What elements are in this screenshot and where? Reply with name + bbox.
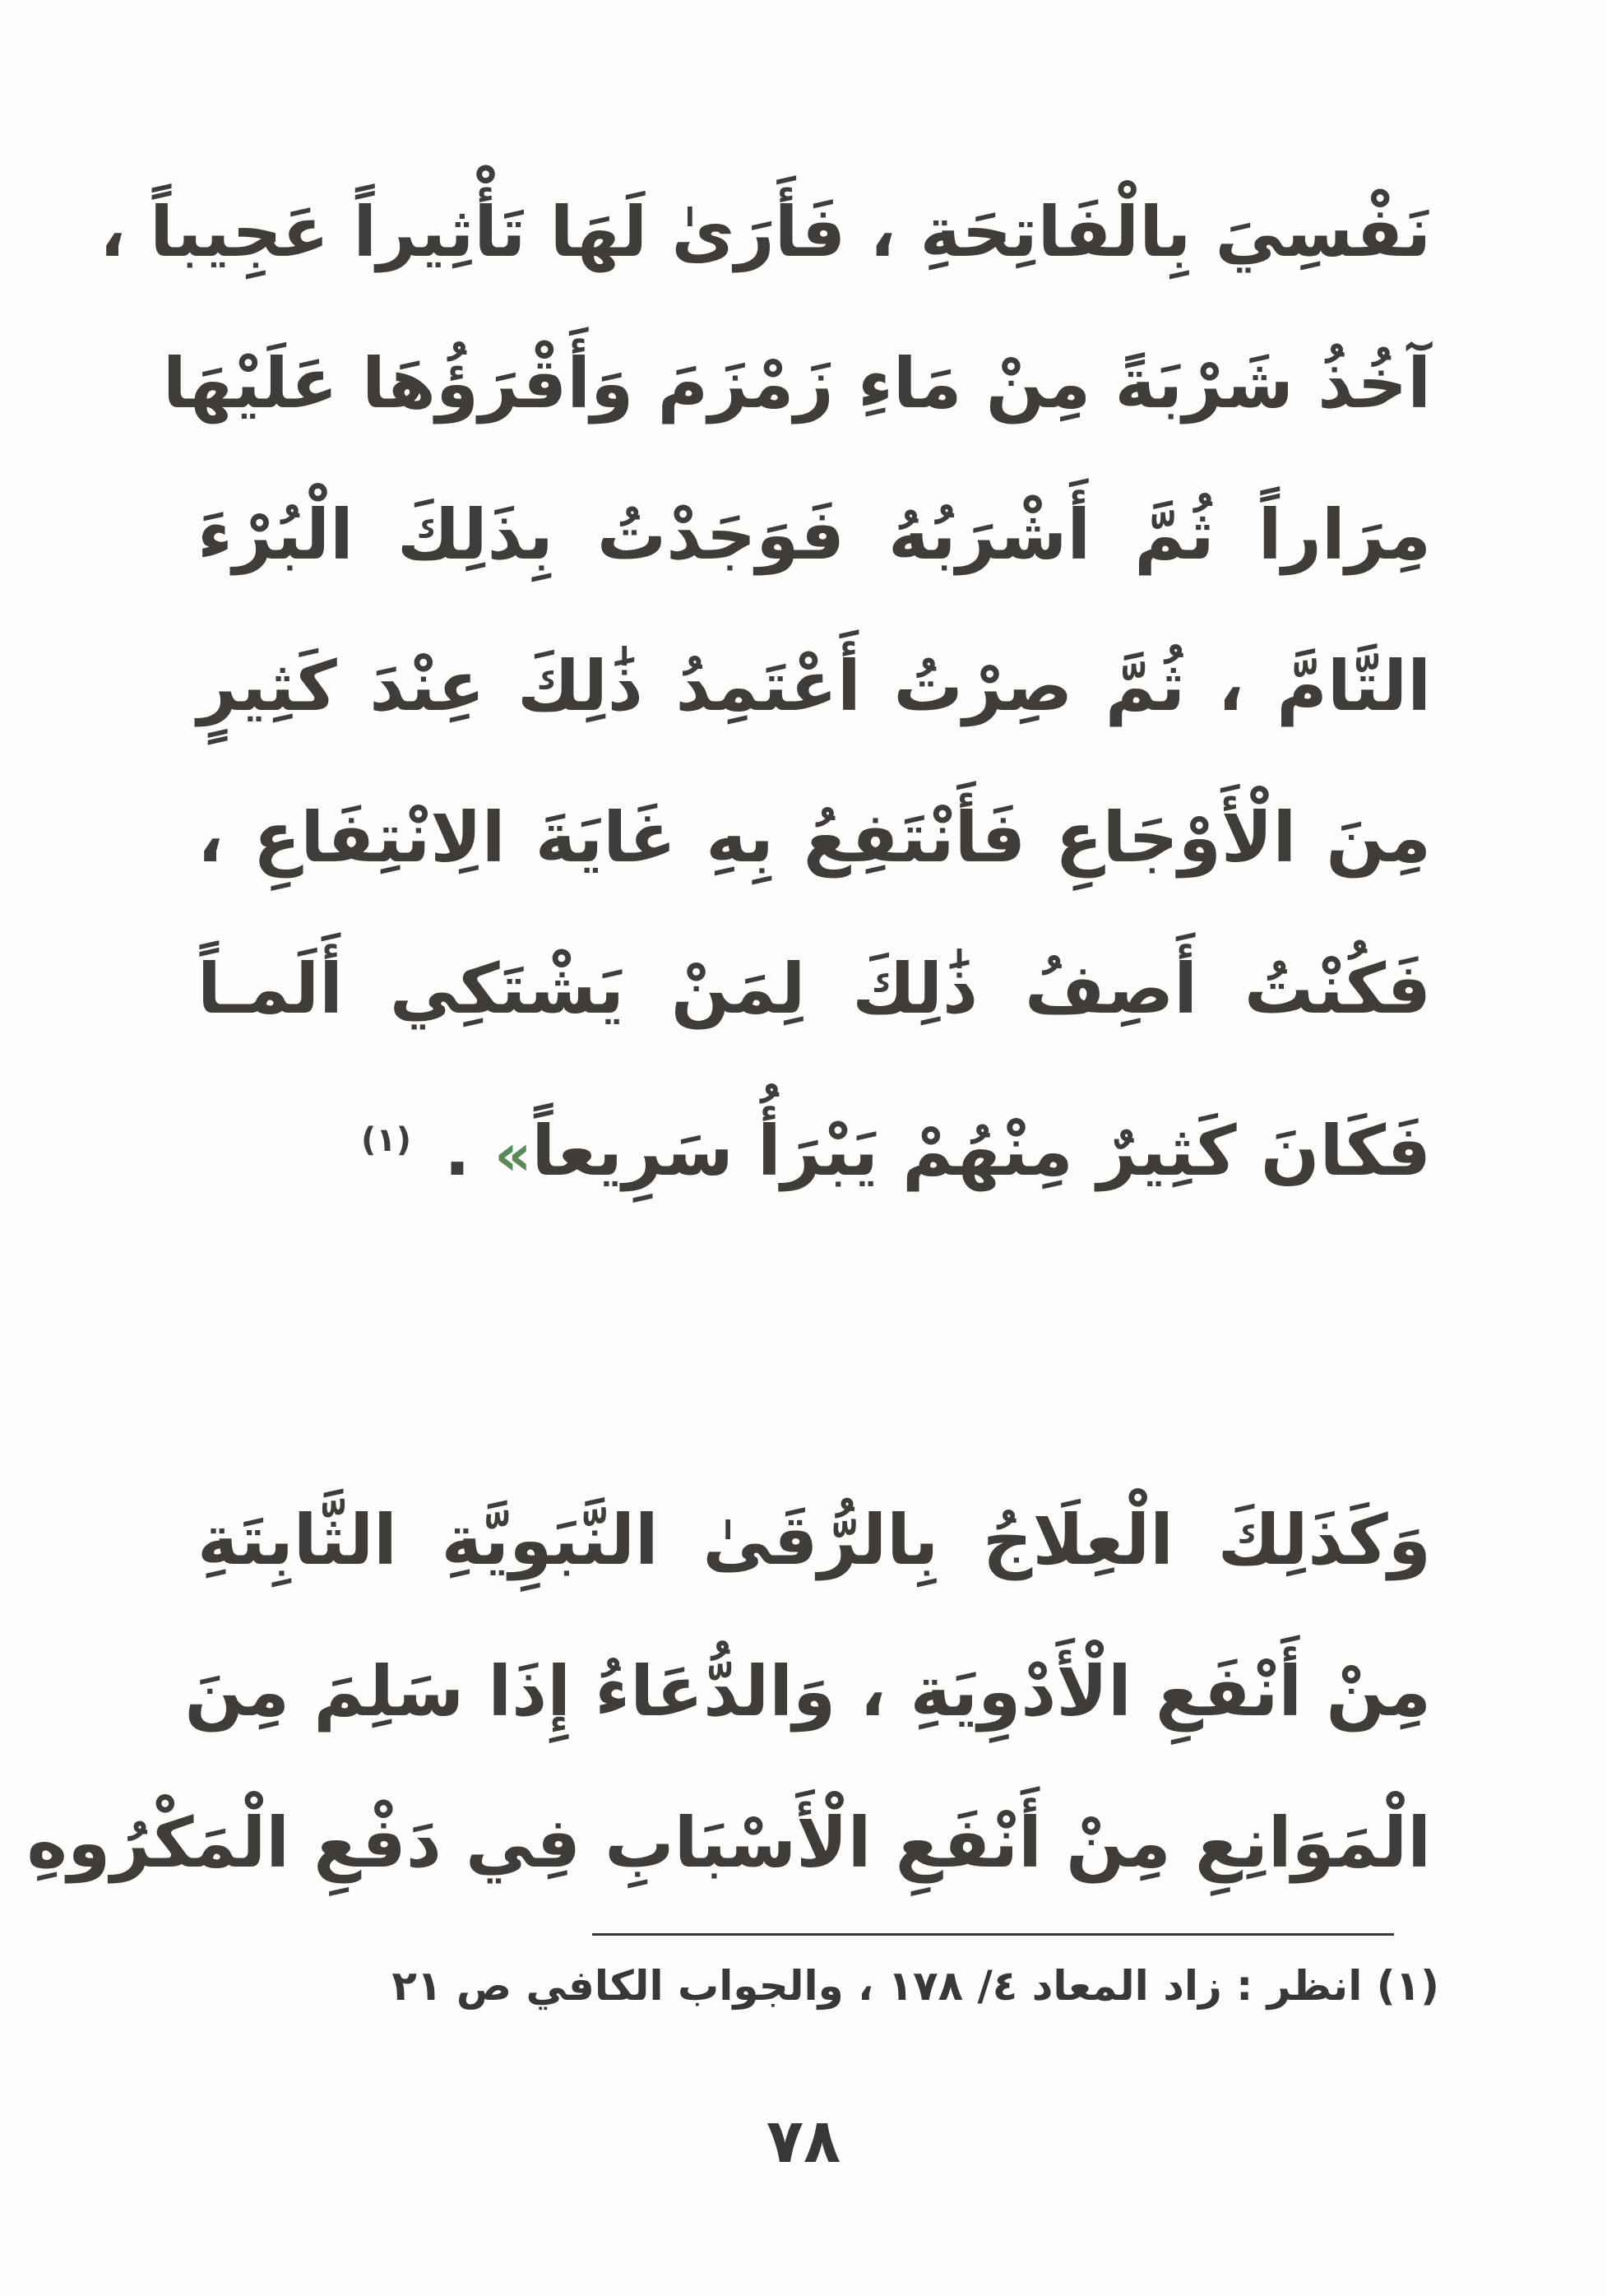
footnote-marker: (١)	[361, 1121, 411, 1159]
text-line: مِنَ الْأَوْجَاعِ فَأَنْتَفِعُ بِهِ غَايَةَ الِانْتِفَاعِ ،	[197, 797, 1431, 878]
text-line: الْمَوَانِعِ مِنْ أَنْفَعِ الْأَسْبَابِ فِي دَفْعِ الْمَكْرُوهِ	[26, 1802, 1431, 1883]
footnote: (١) انظر : زاد المعاد ٤/ ١٧٨ ، والجواب الكافي ص ٢١	[391, 1962, 1439, 2010]
paragraph-2	[26, 1464, 1431, 1918]
text-line: نَفْسِيَ بِالْفَاتِحَةِ ، فَأَرَىٰ لَهَا تَأْثِيراً عَجِيباً ،	[99, 192, 1431, 272]
text-line: فَكُنْتُ أَصِفُ ذَٰلِكَ لِمَنْ يَشْتَكِي أَلَمـاً	[197, 949, 1431, 1029]
text-line: آخُذُ شَرْبَةً مِنْ مَاءِ زَمْزَمَ وَأَقْرَؤُهَا عَلَيْهَا	[162, 343, 1431, 424]
text-line: وَكَذَلِكَ الْعِلَاجُ بِالرُّقَىٰ النَّبَوِيَّةِ الثَّابِتَةِ	[197, 1500, 1431, 1580]
text-line-last	[197, 1065, 1431, 1216]
paragraph-1	[99, 156, 1431, 1216]
text-line: فَكَانَ كَثِيرٌ مِنْهُمْ يَبْرَأُ سَرِيعاً	[531, 1111, 1431, 1191]
text-line: مِنْ أَنْفَعِ الْأَدْوِيَةِ ، وَالدُّعَاءُ إِذَا سَلِمَ مِنَ	[184, 1651, 1431, 1732]
text-line: مِرَاراً ثُمَّ أَشْرَبُهُ فَوَجَدْتُ بِذَلِكَ الْبُرْءَ	[197, 494, 1431, 575]
period: .	[444, 1111, 495, 1191]
text-line: التَّامَّ ، ثُمَّ صِرْتُ أَعْتَمِدُ ذَٰلِكَ عِنْدَ كَثِيرٍ	[197, 646, 1431, 726]
footnote-divider	[592, 1933, 1394, 1936]
page-number: ٧٨	[766, 2106, 841, 2177]
closing-quote: »	[494, 1121, 532, 1189]
